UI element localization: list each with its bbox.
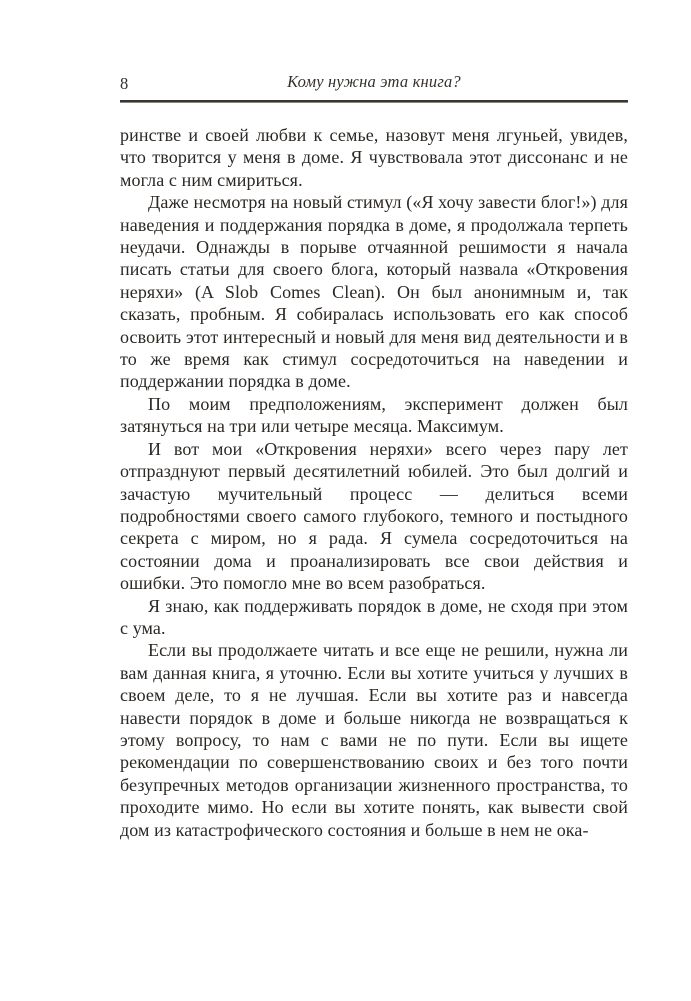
paragraph: Если вы продолжаете читать и все еще не решили, нужна ли вам данная книга, я уточню. Если вы хотите учиться у лучших в своем деле, то я не лучшая. Если вы хотите раз и навсегда навести порядок в доме и больше никогда не возвращаться к этому вопросу, то нам с вами не по пути. Если вы ищете рекомендации по совершенствованию своих и без того почти безупречных методов организации жизненного пространства, то проходите мимо. Но если вы хотите понять, как вывести свой дом из катастрофического состояния и больше в нем не ока-: [120, 640, 628, 840]
paragraph: Я знаю, как поддерживать порядок в доме, не сходя при этом с ума.: [120, 595, 628, 638]
paragraph: По моим предположениям, эксперимент должен был затянуться на три или четыре месяца. Максимум.: [120, 393, 628, 437]
running-title: Кому нужна эта книга?: [287, 72, 461, 91]
body-text: [120, 124, 628, 841]
text-column: [120, 0, 628, 841]
header-rule: [120, 100, 628, 103]
page-number: 8: [120, 74, 129, 93]
page-header: [120, 0, 628, 94]
paragraph: Даже несмотря на новый стимул («Я хочу завести блог!») для наведения и поддержания порядка в доме, я продолжала терпеть неудачи. Однажды в порыве отчаянной решимости я начала писать статьи для своего блога, который назвала «Откровения неряхи» (A Slob Comes Clean). Он был анонимным и, так сказать, пробным. Я собиралась использовать его как способ освоить этот интересный и новый для меня вид деятельности и в то же время как стимул сосредоточиться на наведении и поддержании порядка в доме.: [120, 192, 628, 392]
paragraph: ринстве и своей любви к семье, назовут меня лгуньей, увидев, что творится у меня в доме. Я чувствовала этот диссонанс и не могла с ним смириться.: [120, 125, 628, 190]
paragraph: И вот мои «Откровения неряхи» всего через пару лет отпразднуют первый десятилетний юбилей. Это был долгий и зачастую мучительный процесс — делиться всеми подробностями своего самого глубокого, темного и постыдного секрета с миром, но я рада. Я сумела сосредоточиться на состоянии дома и проанализировать все свои действия и ошибки. Это помогло мне во всем разобраться.: [120, 438, 628, 594]
